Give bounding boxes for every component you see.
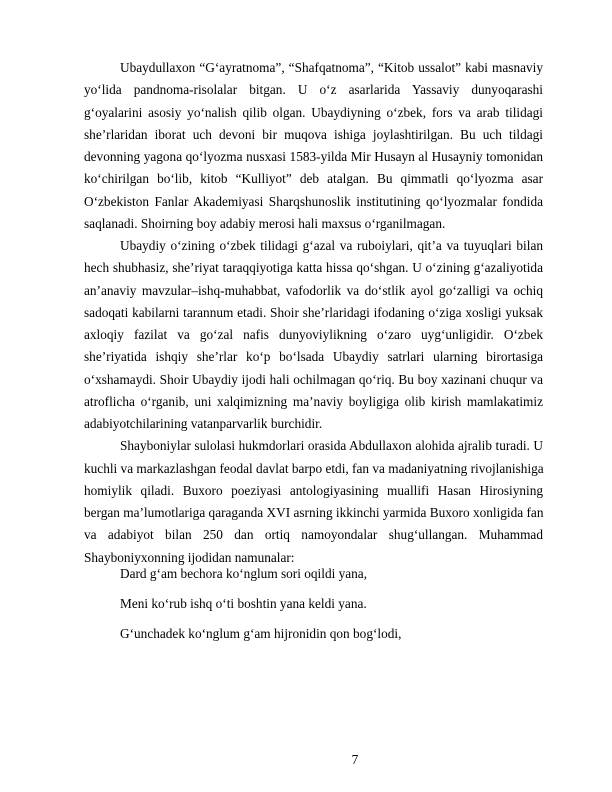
text-line: atroflicha o‘rganib, uni xalqimizning ma’naviy boyligiga olib kirish mamlakatimiz [84,393,543,409]
verse-line: G‘unchadek ko‘nglum g‘am hijronidin qon bog‘lodi, [120,626,402,641]
verse-line: Meni ko‘rub ishq o‘ti boshtin yana keldi yana. [120,596,367,611]
verse-line: Dard g‘am bechora ko‘nglum sori oqildi yana, [120,566,368,581]
text-line: yo‘lida pandnoma-risolalar bitgan. U o‘z asarlarida Yassaviy dunyoqarashi [84,82,543,98]
text-line: devonning yagona qo‘lyozma nusxasi 1583-yilda Mir Husayn al Husayniy tomonidan [84,149,543,164]
text-line: kuchli va markazlashgan feodal davlat barpo etdi, fan va madaniyatning rivojlanishiga [84,460,544,476]
text-line: bergan ma’lumotlariga qaraganda XVI asrning ikkinchi yarmida Buxoro xonligida fan [84,505,544,520]
text-line: an’anaviy mavzular–ishq-muhabbat, vafodorlik va do‘stlik ayol go‘zalligi va ochiq [84,282,543,298]
text-line: she’riyatida ishqiy she’rlar ko‘p bo‘lsada Ubaydiy satrlari ularning birortasiga [84,349,543,365]
text-line: g‘oyalarini asosiy yo‘nalish qilib olgan. Ubaydiyning o‘zbek, fors va arab tilidagi [84,104,543,120]
text-line: hech shubhasiz, she’riyat taraqqiyotiga katta hissa qo‘shgan. U o‘zining g‘azaliyotida [84,260,543,276]
text-line: Shayboniylar sulolasi hukmdorlari orasida Abdullaxon alohida ajralib turadi. U [120,438,543,454]
text-line: adabiyotchilarining vatanparvarlik burchidir. [84,416,323,431]
text-line: ko‘chirilgan bo‘lib, kitob “Kulliyot” deb atalgan. Bu qimmatli qo‘lyozma asar [84,171,543,187]
paragraph [84,235,543,435]
text-line: Ubaydullaxon “G‘ayratnoma”, “Shafqatnoma”, “Kitob ussalot” kabi masnaviy [120,60,543,75]
paragraph [84,57,543,235]
text-line: homiylik qiladi. Buxoro poeziyasi antologiyasining muallifi Hasan Hirosiyning [84,482,543,498]
text-line: Shayboniyxonning ijodidan namunalar: [84,549,295,565]
verse-block [120,563,401,653]
text-line: saqlanadi. Shoirning boy adabiy merosi hali maxsus o‘rganilmagan. [84,215,446,231]
text-line: O‘zbekiston Fanlar Akademiyasi Sharqshunoslik institutining qo‘lyozmalar fondida [84,193,543,209]
document-body [84,57,543,569]
text-line: Ubaydiy o‘zining o‘zbek tilidagi g‘azal va ruboiylari, qit’a va tuyuqlari bilan [120,238,543,253]
text-line: she’rlaridan iborat uch devoni bir muqova ishiga joylashtirilgan. Bu uch tildagi [84,126,543,142]
page-number: 7 [351,752,359,767]
text-line: axloqiy fazilat va go‘zal nafis dunyoviylikning o‘zaro uyg‘unligidir. O‘zbek [84,327,543,342]
paragraph [84,435,543,569]
text-line: sadoqati kabilarni tarannum etadi. Shoir she’rlaridagi ifodaning o‘ziga xosligi yuksak [84,304,543,320]
text-line: o‘xshamaydi. Shoir Ubaydiy ijodi hali ochilmagan qo‘riq. Bu boy xazinani chuqur va [84,371,543,387]
text-line: va adabiyot bilan 250 dan ortiq namoyondalar shug‘ullangan. Muhammad [84,527,543,543]
